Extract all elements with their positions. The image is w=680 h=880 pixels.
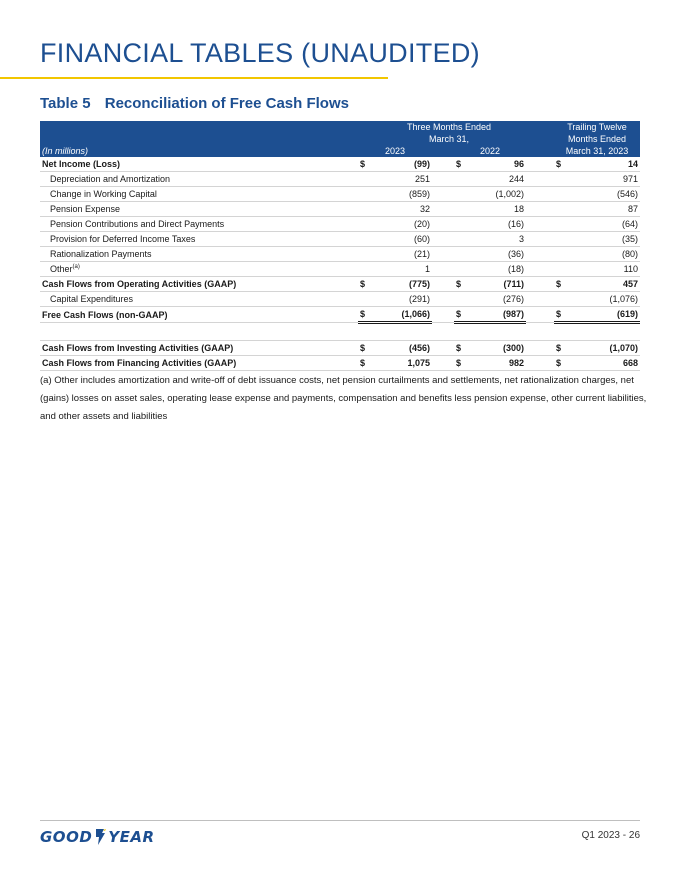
header-row-1 xyxy=(40,121,640,133)
row-label-text: Provision for Deferred Income Taxes xyxy=(50,234,196,244)
dollar-sign xyxy=(358,187,372,202)
table-row xyxy=(40,262,640,277)
dollar-sign xyxy=(454,202,468,217)
row-label-text: Pension Expense xyxy=(50,204,121,214)
column-gap xyxy=(526,217,554,232)
column-gap xyxy=(432,232,454,247)
dollar-sign xyxy=(554,262,568,277)
spacer-row xyxy=(40,323,640,341)
table-body xyxy=(40,157,640,371)
dollar-sign: $ xyxy=(554,341,568,356)
column-gap xyxy=(526,356,554,371)
column-gap xyxy=(526,172,554,187)
column-gap xyxy=(432,307,454,323)
dollar-sign: $ xyxy=(554,277,568,292)
value-2022: (300) xyxy=(468,341,526,356)
row-label xyxy=(40,356,358,371)
goodyear-wingfoot-icon xyxy=(93,828,107,846)
table-row xyxy=(40,157,640,172)
value-ttm: (80) xyxy=(568,247,640,262)
dollar-sign xyxy=(554,232,568,247)
value-ttm: 110 xyxy=(568,262,640,277)
row-label xyxy=(40,247,358,262)
value-2023: 1 xyxy=(372,262,432,277)
logo-text-good: GOOD xyxy=(40,828,93,846)
row-label-text: Rationalization Payments xyxy=(50,249,152,259)
column-gap xyxy=(432,157,454,172)
value-2023: 32 xyxy=(372,202,432,217)
column-gap xyxy=(526,277,554,292)
column-gap xyxy=(526,341,554,356)
value-ttm: (546) xyxy=(568,187,640,202)
value-2022: (18) xyxy=(468,262,526,277)
value-2022: 96 xyxy=(468,157,526,172)
dollar-sign xyxy=(358,292,372,307)
header-col-ttm: March 31, 2023 xyxy=(554,145,640,157)
row-label-text: Cash Flows from Investing Activities (GAAP) xyxy=(42,343,234,353)
title-underline xyxy=(0,77,388,79)
table-row xyxy=(40,247,640,262)
column-gap xyxy=(432,262,454,277)
row-label xyxy=(40,232,358,247)
dollar-sign xyxy=(454,232,468,247)
column-gap xyxy=(526,157,554,172)
row-label xyxy=(40,217,358,232)
dollar-sign xyxy=(454,187,468,202)
table-row xyxy=(40,292,640,307)
column-gap xyxy=(526,292,554,307)
value-ttm: (1,070) xyxy=(568,341,640,356)
row-label-text: Net Income (Loss) xyxy=(42,159,121,169)
dollar-sign xyxy=(454,172,468,187)
goodyear-logo xyxy=(40,826,155,848)
footer-rule xyxy=(40,820,640,821)
row-label-text: Depreciation and Amortization xyxy=(50,174,171,184)
header-row-3 xyxy=(40,145,640,157)
value-2023: (291) xyxy=(372,292,432,307)
dollar-sign xyxy=(554,292,568,307)
column-gap xyxy=(432,247,454,262)
dollar-sign: $ xyxy=(454,356,468,371)
column-gap xyxy=(432,277,454,292)
dollar-sign: $ xyxy=(454,341,468,356)
value-ttm: (35) xyxy=(568,232,640,247)
row-label xyxy=(40,292,358,307)
footnote: (a) Other includes amortization and write-off of debt issuance costs, net pension curtailments and settlements, net rationalization charges, net (gains) losses on asset sales, operating lease expense and payments, compensation and benefits less pension expense, other current liabilities, and other assets and liabilities xyxy=(40,375,647,422)
value-ttm: (619) xyxy=(568,307,640,323)
value-2022: (987) xyxy=(468,307,526,323)
table-row xyxy=(40,356,640,371)
dollar-sign xyxy=(554,187,568,202)
value-2023: (20) xyxy=(372,217,432,232)
value-2023: (60) xyxy=(372,232,432,247)
dollar-sign xyxy=(554,172,568,187)
row-label xyxy=(40,157,358,172)
dollar-sign: $ xyxy=(358,341,372,356)
dollar-sign xyxy=(358,232,372,247)
value-2022: (276) xyxy=(468,292,526,307)
table-row xyxy=(40,232,640,247)
table-row xyxy=(40,202,640,217)
row-label xyxy=(40,202,358,217)
column-gap xyxy=(432,202,454,217)
row-label xyxy=(40,341,358,356)
table-row xyxy=(40,217,640,232)
header-three-months: Three Months Ended xyxy=(372,121,526,133)
column-gap xyxy=(526,247,554,262)
row-label-text: Pension Contributions and Direct Payments xyxy=(50,219,225,229)
header-row-2 xyxy=(40,133,640,145)
table-row xyxy=(40,341,640,356)
dollar-sign xyxy=(358,172,372,187)
header-col-2022: 2022 xyxy=(454,145,526,157)
column-gap xyxy=(432,356,454,371)
dollar-sign xyxy=(358,247,372,262)
dollar-sign xyxy=(358,217,372,232)
dollar-sign xyxy=(454,262,468,277)
column-gap xyxy=(526,232,554,247)
value-2022: 244 xyxy=(468,172,526,187)
value-2022: (16) xyxy=(468,217,526,232)
table-row xyxy=(40,307,640,323)
dollar-sign: $ xyxy=(554,356,568,371)
row-label-text: Capital Expenditures xyxy=(50,294,134,304)
dollar-sign: $ xyxy=(554,157,568,172)
dollar-sign: $ xyxy=(554,307,568,323)
column-gap xyxy=(432,341,454,356)
row-label xyxy=(40,187,358,202)
dollar-sign xyxy=(454,217,468,232)
column-gap xyxy=(432,172,454,187)
dollar-sign xyxy=(358,262,372,277)
row-label xyxy=(40,307,358,323)
dollar-sign xyxy=(554,202,568,217)
value-ttm: 971 xyxy=(568,172,640,187)
header-unit: (In millions) xyxy=(40,145,358,157)
value-ttm: 14 xyxy=(568,157,640,172)
dollar-sign xyxy=(454,292,468,307)
header-march-31: March 31, xyxy=(372,133,526,145)
page-title: FINANCIAL TABLES (UNAUDITED) xyxy=(40,38,480,68)
dollar-sign: $ xyxy=(358,157,372,172)
dollar-sign: $ xyxy=(454,157,468,172)
row-label xyxy=(40,277,358,292)
header-months-ended: Months Ended xyxy=(554,133,640,145)
value-2023: (21) xyxy=(372,247,432,262)
value-2022: 18 xyxy=(468,202,526,217)
dollar-sign: $ xyxy=(358,277,372,292)
row-label xyxy=(40,172,358,187)
free-cash-flow-table xyxy=(40,121,640,371)
value-2023: 1,075 xyxy=(372,356,432,371)
row-label xyxy=(40,262,358,277)
value-ttm: (64) xyxy=(568,217,640,232)
value-2023: (859) xyxy=(372,187,432,202)
column-gap xyxy=(526,307,554,323)
header-col-2023: 2023 xyxy=(358,145,432,157)
value-ttm: 87 xyxy=(568,202,640,217)
column-gap xyxy=(432,187,454,202)
value-2023: (1,066) xyxy=(372,307,432,323)
footnote-marker: (a) xyxy=(72,264,80,270)
table-row xyxy=(40,172,640,187)
table-row xyxy=(40,187,640,202)
row-label-text: Free Cash Flows (non-GAAP) xyxy=(42,309,168,320)
row-label-text: Other xyxy=(50,264,73,274)
header-trailing-twelve: Trailing Twelve xyxy=(554,121,640,133)
value-2022: (1,002) xyxy=(468,187,526,202)
value-ttm: (1,076) xyxy=(568,292,640,307)
value-2022: 982 xyxy=(468,356,526,371)
dollar-sign xyxy=(454,247,468,262)
dollar-sign xyxy=(554,217,568,232)
column-gap xyxy=(526,187,554,202)
table-number: Table 5 xyxy=(40,95,91,112)
dollar-sign xyxy=(554,247,568,262)
logo-text-year: YEAR xyxy=(108,828,155,846)
table-title-text: Reconciliation of Free Cash Flows xyxy=(104,95,349,112)
value-2023: 251 xyxy=(372,172,432,187)
table-title xyxy=(40,95,349,112)
value-ttm: 668 xyxy=(568,356,640,371)
value-ttm: 457 xyxy=(568,277,640,292)
value-2023: (456) xyxy=(372,341,432,356)
dollar-sign: $ xyxy=(358,307,372,323)
value-2023: (99) xyxy=(372,157,432,172)
row-label-text: Cash Flows from Operating Activities (GAAP) xyxy=(42,279,237,289)
dollar-sign: $ xyxy=(358,356,372,371)
dollar-sign: $ xyxy=(454,307,468,323)
row-label-text: Cash Flows from Financing Activities (GAAP) xyxy=(42,358,237,368)
table-row xyxy=(40,277,640,292)
value-2022: (711) xyxy=(468,277,526,292)
value-2022: 3 xyxy=(468,232,526,247)
column-gap xyxy=(432,217,454,232)
row-label-text: Change in Working Capital xyxy=(50,189,157,199)
column-gap xyxy=(526,262,554,277)
value-2022: (36) xyxy=(468,247,526,262)
column-gap xyxy=(526,202,554,217)
dollar-sign xyxy=(358,202,372,217)
value-2023: (775) xyxy=(372,277,432,292)
dollar-sign: $ xyxy=(454,277,468,292)
column-gap xyxy=(432,292,454,307)
page-number: Q1 2023 - 26 xyxy=(581,830,640,841)
